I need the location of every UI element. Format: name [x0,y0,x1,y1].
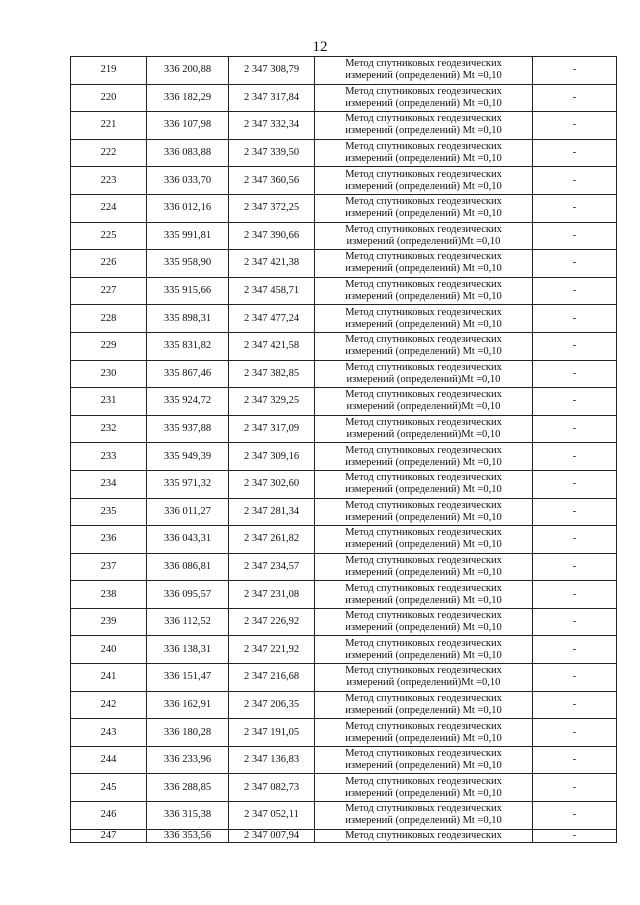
cell-method [315,636,533,664]
cell-description: - [533,250,617,278]
table-row [71,746,617,774]
cell-point-number: 219 [71,57,147,85]
table-row [71,332,617,360]
cell-point-number: 228 [71,305,147,333]
table-row [71,774,617,802]
cell-y-coordinate: 2 347 226,92 [229,608,315,636]
cell-point-number: 241 [71,664,147,692]
cell-y-coordinate: 2 347 231,08 [229,581,315,609]
cell-point-number: 221 [71,112,147,140]
method-line-1: Метод спутниковых геодезических [345,361,502,373]
cell-x-coordinate: 335 898,31 [147,305,229,333]
cell-y-coordinate: 2 347 317,09 [229,415,315,443]
table-row [71,553,617,581]
method-line-1: Метод спутниковых геодезических [345,279,502,291]
method-line-1: Метод спутниковых геодезических [345,829,502,841]
cell-x-coordinate: 336 033,70 [147,167,229,195]
cell-description: - [533,332,617,360]
cell-method [315,691,533,719]
cell-y-coordinate: 2 347 421,58 [229,332,315,360]
cell-method [315,277,533,305]
cell-description: - [533,360,617,388]
table-row [71,84,617,112]
cell-method [315,415,533,443]
cell-x-coordinate: 336 151,47 [147,664,229,692]
cell-point-number: 243 [71,719,147,747]
table-row [71,57,617,85]
table-row [71,802,617,830]
cell-description: - [533,139,617,167]
table-row [71,305,617,333]
cell-y-coordinate: 2 347 007,94 [229,829,315,842]
cell-description: - [533,498,617,526]
cell-point-number: 231 [71,388,147,416]
cell-method [315,829,533,842]
method-line-2: измерений (определений) Mt =0,10 [345,97,502,109]
method-line-1: Метод спутниковых геодезических [345,748,502,760]
cell-description: - [533,305,617,333]
cell-description: - [533,774,617,802]
cell-method [315,167,533,195]
cell-point-number: 223 [71,167,147,195]
cell-x-coordinate: 336 086,81 [147,553,229,581]
method-line-2: измерений (определений) Mt =0,10 [345,732,502,744]
method-line-1: Метод спутниковых геодезических [345,58,502,70]
cell-point-number: 238 [71,581,147,609]
cell-x-coordinate: 335 991,81 [147,222,229,250]
method-line-1: Метод спутниковых геодезических [345,637,502,649]
method-line-1: Метод спутниковых геодезических [345,610,502,622]
table-row [71,664,617,692]
cell-description: - [533,443,617,471]
method-line-1: Метод спутниковых геодезических [345,113,502,125]
method-line-1: Метод спутниковых геодезических [345,665,502,677]
cell-point-number: 222 [71,139,147,167]
cell-method [315,470,533,498]
cell-y-coordinate: 2 347 206,35 [229,691,315,719]
cell-y-coordinate: 2 347 261,82 [229,526,315,554]
cell-method [315,57,533,85]
table-row [71,250,617,278]
method-line-1: Метод спутниковых геодезических [345,554,502,566]
cell-y-coordinate: 2 347 302,60 [229,470,315,498]
method-line-2: измерений (определений) Mt =0,10 [345,787,502,799]
cell-method [315,719,533,747]
cell-method [315,332,533,360]
cell-y-coordinate: 2 347 390,66 [229,222,315,250]
method-line-1: Метод спутниковых геодезических [345,389,502,401]
cell-point-number: 227 [71,277,147,305]
cell-y-coordinate: 2 347 372,25 [229,194,315,222]
cell-x-coordinate: 336 095,57 [147,581,229,609]
method-line-2: измерений (определений) Mt =0,10 [345,346,502,358]
cell-method [315,581,533,609]
cell-description: - [533,719,617,747]
table-row [71,581,617,609]
cell-point-number: 244 [71,746,147,774]
cell-description: - [533,112,617,140]
cell-description: - [533,581,617,609]
cell-method [315,608,533,636]
cell-y-coordinate: 2 347 317,84 [229,84,315,112]
cell-y-coordinate: 2 347 360,56 [229,167,315,195]
method-line-2: измерений (определений) Mt =0,10 [345,180,502,192]
cell-method [315,664,533,692]
table-row [71,112,617,140]
cell-description: - [533,194,617,222]
method-line-2: измерений (определений) Mt =0,10 [345,208,502,220]
cell-x-coordinate: 336 112,52 [147,608,229,636]
cell-y-coordinate: 2 347 082,73 [229,774,315,802]
cell-point-number: 237 [71,553,147,581]
cell-method [315,84,533,112]
cell-y-coordinate: 2 347 234,57 [229,553,315,581]
page-number: 12 [312,39,328,55]
cell-description: - [533,636,617,664]
cell-description: - [533,470,617,498]
method-line-2: измерений (определений)Mt =0,10 [346,677,501,689]
cell-point-number: 224 [71,194,147,222]
cell-y-coordinate: 2 347 216,68 [229,664,315,692]
cell-point-number: 232 [71,415,147,443]
cell-x-coordinate: 335 958,90 [147,250,229,278]
cell-x-coordinate: 336 011,27 [147,498,229,526]
table-row [71,470,617,498]
table-row [71,691,617,719]
method-line-1: Метод спутниковых геодезических [345,334,502,346]
method-line-2: измерений (определений) Mt =0,10 [345,511,502,523]
table-row [71,719,617,747]
method-line-2: измерений (определений) Mt =0,10 [345,318,502,330]
method-line-2: измерений (определений)Mt =0,10 [346,401,501,413]
table-row [71,498,617,526]
table-row [71,388,617,416]
method-line-2: измерений (определений)Mt =0,10 [346,373,501,385]
cell-method [315,250,533,278]
cell-method [315,774,533,802]
method-line-1: Метод спутниковых геодезических [345,444,502,456]
cell-method [315,360,533,388]
method-line-2: измерений (определений) Mt =0,10 [345,70,502,82]
cell-y-coordinate: 2 347 421,38 [229,250,315,278]
table-row [71,167,617,195]
method-line-1: Метод спутниковых геодезических [345,251,502,263]
method-line-1: Метод спутниковых геодезических [345,720,502,732]
cell-description: - [533,388,617,416]
cell-point-number: 246 [71,802,147,830]
cell-description: - [533,84,617,112]
method-line-1: Метод спутниковых геодезических [345,775,502,787]
cell-x-coordinate: 336 182,29 [147,84,229,112]
cell-x-coordinate: 336 043,31 [147,526,229,554]
method-line-1: Метод спутниковых геодезических [345,582,502,594]
method-line-1: Метод спутниковых геодезических [345,223,502,235]
cell-x-coordinate: 335 937,88 [147,415,229,443]
cell-method [315,498,533,526]
method-line-1: Метод спутниковых геодезических [345,168,502,180]
cell-description: - [533,664,617,692]
cell-x-coordinate: 335 924,72 [147,388,229,416]
table-row [71,222,617,250]
cell-description: - [533,167,617,195]
cell-y-coordinate: 2 347 332,34 [229,112,315,140]
cell-point-number: 226 [71,250,147,278]
cell-x-coordinate: 335 867,46 [147,360,229,388]
cell-x-coordinate: 336 353,56 [147,829,229,842]
cell-x-coordinate: 336 083,88 [147,139,229,167]
method-line-1: Метод спутниковых геодезических [345,85,502,97]
method-line-2: измерений (определений) Mt =0,10 [345,760,502,772]
cell-x-coordinate: 335 949,39 [147,443,229,471]
cell-description: - [533,608,617,636]
cell-description: - [533,526,617,554]
cell-y-coordinate: 2 347 136,83 [229,746,315,774]
cell-x-coordinate: 336 107,98 [147,112,229,140]
method-line-2: измерений (определений)Mt =0,10 [346,235,501,247]
cell-point-number: 225 [71,222,147,250]
cell-x-coordinate: 335 971,32 [147,470,229,498]
method-line-2: измерений (определений) Mt =0,10 [345,622,502,634]
cell-point-number: 240 [71,636,147,664]
cell-point-number: 242 [71,691,147,719]
method-line-2: измерений (определений) Mt =0,10 [345,263,502,275]
cell-y-coordinate: 2 347 382,85 [229,360,315,388]
cell-x-coordinate: 336 200,88 [147,57,229,85]
table-row [71,443,617,471]
cell-description: - [533,57,617,85]
method-line-2: измерений (определений) Mt =0,10 [345,291,502,303]
cell-x-coordinate: 336 162,91 [147,691,229,719]
coordinates-table [70,56,617,843]
method-line-1: Метод спутниковых геодезических [345,196,502,208]
cell-y-coordinate: 2 347 329,25 [229,388,315,416]
cell-method [315,305,533,333]
cell-point-number: 233 [71,443,147,471]
method-line-1: Метод спутниковых геодезических [345,417,502,429]
table-row [71,829,617,842]
method-line-2: измерений (определений) Mt =0,10 [345,594,502,606]
table-row [71,526,617,554]
cell-y-coordinate: 2 347 309,16 [229,443,315,471]
method-line-1: Метод спутниковых геодезических [345,472,502,484]
cell-description: - [533,829,617,842]
cell-y-coordinate: 2 347 458,71 [229,277,315,305]
cell-x-coordinate: 335 915,66 [147,277,229,305]
cell-method [315,139,533,167]
table-row [71,277,617,305]
method-line-2: измерений (определений)Mt =0,10 [346,429,501,441]
cell-description: - [533,415,617,443]
cell-method [315,388,533,416]
method-line-2: измерений (определений) Mt =0,10 [345,566,502,578]
cell-description: - [533,277,617,305]
cell-point-number: 220 [71,84,147,112]
cell-description: - [533,691,617,719]
table-row [71,139,617,167]
table-row [71,194,617,222]
method-line-2: измерений (определений) Mt =0,10 [345,704,502,716]
method-line-2: измерений (определений) Mt =0,10 [345,456,502,468]
cell-y-coordinate: 2 347 339,50 [229,139,315,167]
method-line-1: Метод спутниковых геодезических [345,306,502,318]
cell-y-coordinate: 2 347 281,34 [229,498,315,526]
cell-point-number: 239 [71,608,147,636]
table-row [71,415,617,443]
cell-method [315,443,533,471]
cell-method [315,222,533,250]
method-line-1: Метод спутниковых геодезических [345,803,502,815]
cell-y-coordinate: 2 347 052,11 [229,802,315,830]
cell-method [315,194,533,222]
cell-point-number: 247 [71,829,147,842]
cell-method [315,112,533,140]
cell-x-coordinate: 336 012,16 [147,194,229,222]
cell-description: - [533,553,617,581]
method-line-2: измерений (определений) Mt =0,10 [345,815,502,827]
cell-method [315,526,533,554]
method-line-2: измерений (определений) Mt =0,10 [345,649,502,661]
cell-y-coordinate: 2 347 191,05 [229,719,315,747]
table-row [71,360,617,388]
method-line-1: Метод спутниковых геодезических [345,499,502,511]
cell-point-number: 245 [71,774,147,802]
cell-y-coordinate: 2 347 308,79 [229,57,315,85]
method-line-1: Метод спутниковых геодезических [345,527,502,539]
method-line-2: измерений (определений) Mt =0,10 [345,539,502,551]
coordinates-table-body [71,57,617,843]
cell-x-coordinate: 336 288,85 [147,774,229,802]
cell-point-number: 234 [71,470,147,498]
cell-point-number: 230 [71,360,147,388]
cell-point-number: 236 [71,526,147,554]
method-line-1: Метод спутниковых геодезических [345,692,502,704]
method-line-2: измерений (определений) Mt =0,10 [345,484,502,496]
cell-x-coordinate: 336 138,31 [147,636,229,664]
method-line-1: Метод спутниковых геодезических [345,141,502,153]
cell-x-coordinate: 335 831,82 [147,332,229,360]
table-row [71,636,617,664]
method-line-2: измерений (определений) Mt =0,10 [345,125,502,137]
cell-method [315,802,533,830]
cell-x-coordinate: 336 180,28 [147,719,229,747]
cell-y-coordinate: 2 347 221,92 [229,636,315,664]
cell-description: - [533,802,617,830]
cell-description: - [533,222,617,250]
cell-description: - [533,746,617,774]
table-row [71,608,617,636]
cell-x-coordinate: 336 233,96 [147,746,229,774]
method-line-2: измерений (определений) Mt =0,10 [345,153,502,165]
cell-method [315,746,533,774]
cell-x-coordinate: 336 315,38 [147,802,229,830]
cell-point-number: 229 [71,332,147,360]
cell-y-coordinate: 2 347 477,24 [229,305,315,333]
cell-point-number: 235 [71,498,147,526]
cell-method [315,553,533,581]
